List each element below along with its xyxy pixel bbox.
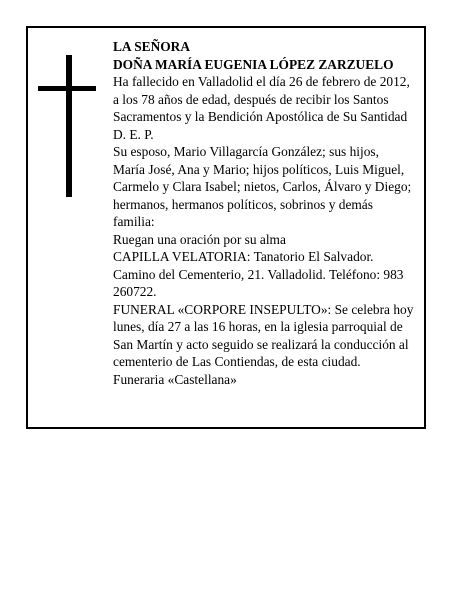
notice-line: familia: xyxy=(113,214,155,229)
notice-line: lunes, día 27 a las 16 horas, en la iglesia parroquial de xyxy=(113,319,403,334)
notice-line: 260722. xyxy=(113,284,157,299)
cross-horizontal-bar xyxy=(38,86,96,91)
cross-vertical-bar xyxy=(66,55,72,197)
notice-line: CAPILLA VELATORIA: Tanatorio El Salvador. xyxy=(113,249,374,264)
notice-line: D. E. P. xyxy=(113,126,154,142)
notice-line: hermanos, hermanos políticos, sobrinos y demás xyxy=(113,196,373,212)
notice-line: Carmelo y Clara Isabel; nietos, Carlos, Álvaro y Diego; xyxy=(113,179,412,194)
obituary-text xyxy=(113,38,428,388)
notice-line: FUNERAL «CORPORE INSEPULTO»: Se celebra hoy xyxy=(113,301,414,317)
notice-line: Camino del Cementerio, 21. Valladolid. Teléfono: 983 xyxy=(113,266,404,282)
notice-line: cementerio de Las Contiendas, de esta ciudad. xyxy=(113,354,361,369)
deceased-name: DOÑA MARÍA EUGENIA LÓPEZ ZARZUELO xyxy=(113,56,394,72)
notice-line: Sacramentos y la Bendición Apostólica de Su Santidad xyxy=(113,109,408,124)
notice-heading-title: LA SEÑORA xyxy=(113,39,191,54)
notice-line: a los 78 años de edad, después de recibir los Santos xyxy=(113,91,389,107)
notice-line: María José, Ana y Mario; hijos políticos, Luis Miguel, xyxy=(113,161,405,177)
notice-line: Ruegan una oración por su alma xyxy=(113,231,286,247)
notice-line: Ha fallecido en Valladolid el día 26 de febrero de 2012, xyxy=(113,74,410,89)
cross-icon xyxy=(38,55,96,197)
notice-line: San Martín y acto seguido se realizará la conducción al xyxy=(113,336,409,352)
notice-line: Su esposo, Mario Villagarcía González; sus hijos, xyxy=(113,144,379,159)
notice-line: Funeraria «Castellana» xyxy=(113,371,237,387)
